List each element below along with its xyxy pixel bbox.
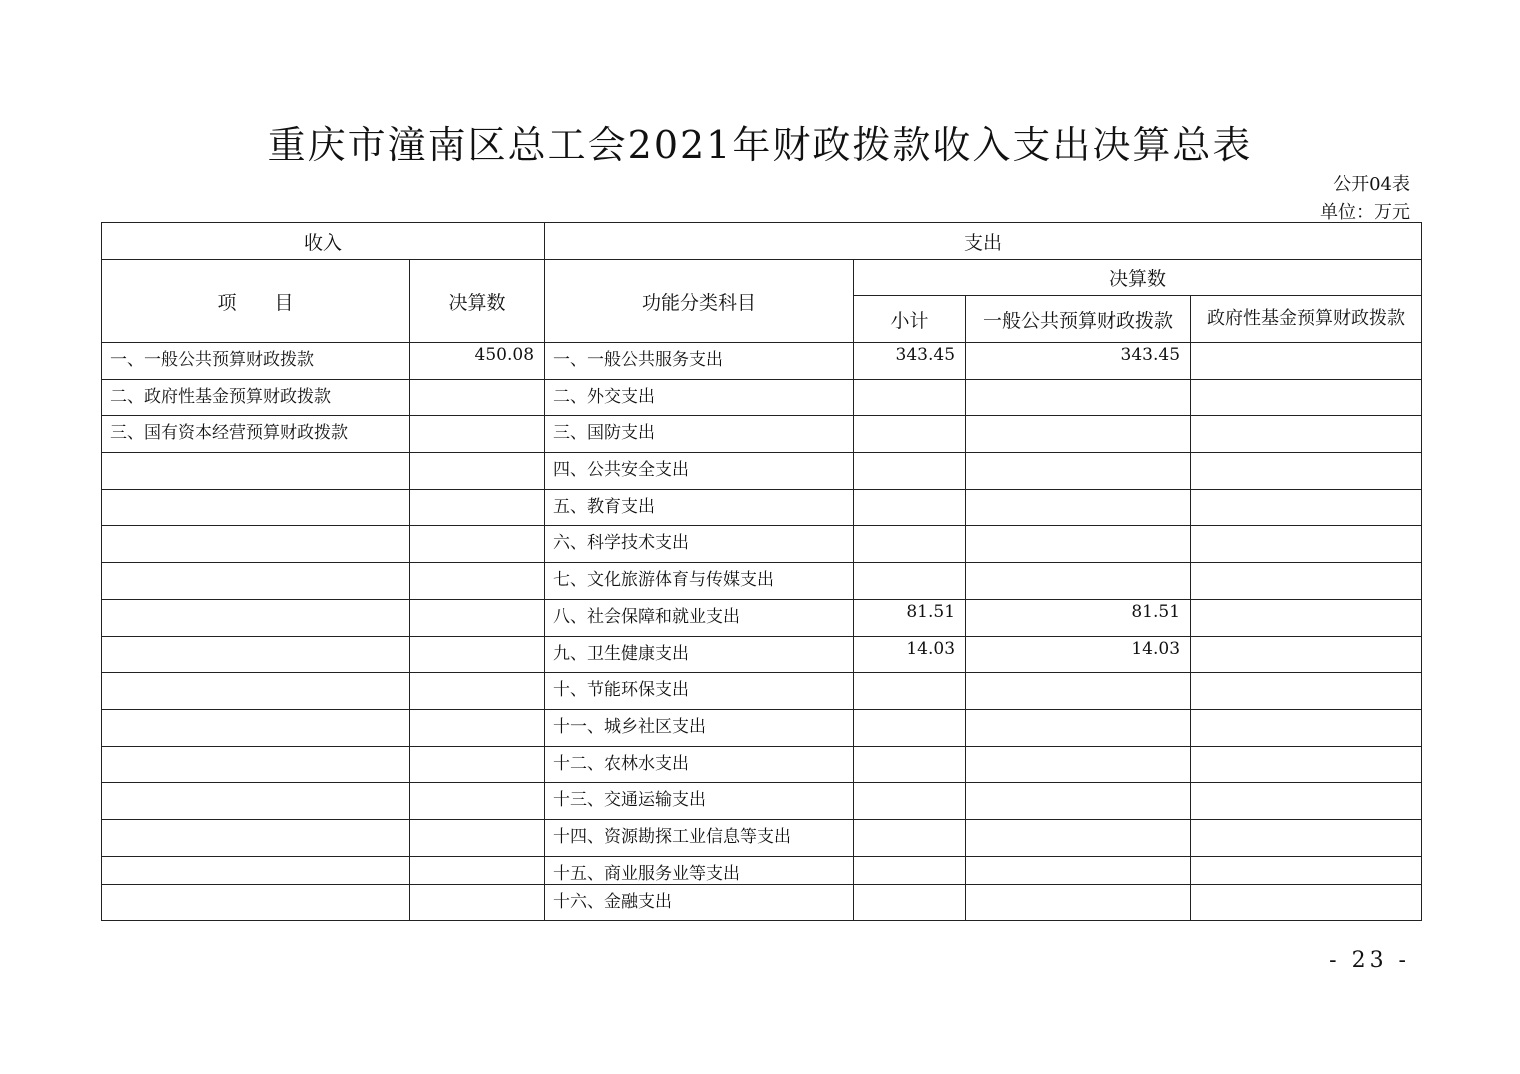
income-item-cell [102,489,410,526]
expense-item-cell: 二、外交支出 [545,379,854,416]
income-amount-cell [410,783,545,820]
income-amount-cell [410,636,545,673]
general-budget-cell: 14.03 [966,636,1191,673]
subtotal-cell [854,819,966,856]
income-item-cell [102,673,410,710]
general-budget-cell [966,416,1191,453]
income-item-cell: 三、国有资本经营预算财政拨款 [102,416,410,453]
subtotal-cell [854,526,966,563]
expense-item-cell: 十六、金融支出 [545,884,854,921]
fund-budget-cell [1191,709,1422,746]
income-amount-cell [410,856,545,884]
subtotal-cell [854,379,966,416]
subtotal-cell: 343.45 [854,343,966,380]
income-amount-cell [410,673,545,710]
income-item-cell [102,709,410,746]
expense-item-cell: 十四、资源勘探工业信息等支出 [545,819,854,856]
subtotal-cell [854,563,966,600]
fund-budget-cell [1191,379,1422,416]
general-budget-cell [966,526,1191,563]
table-row [102,783,1422,820]
expense-item-cell: 十三、交通运输支出 [545,783,854,820]
subtotal-cell [854,709,966,746]
table-row [102,416,1422,453]
general-budget-cell [966,563,1191,600]
general-budget-cell [966,379,1191,416]
fund-budget-cell [1191,453,1422,490]
table-row [102,453,1422,490]
expense-item-cell: 五、教育支出 [545,489,854,526]
general-budget-cell: 81.51 [966,599,1191,636]
income-amount-cell [410,819,545,856]
fund-budget-cell [1191,856,1422,884]
table-row [102,343,1422,380]
income-item-cell [102,856,410,884]
table-row [102,746,1422,783]
income-item-cell [102,884,410,921]
expense-header: 支出 [545,223,1422,260]
fund-budget-cell [1191,819,1422,856]
general-budget-cell [966,746,1191,783]
function-subject-header: 功能分类科目 [545,260,854,343]
general-budget-cell [966,783,1191,820]
income-item-cell [102,599,410,636]
income-amount-cell [410,599,545,636]
expense-item-cell: 三、国防支出 [545,416,854,453]
table-row [102,636,1422,673]
fund-budget-cell [1191,783,1422,820]
subtotal-cell [854,856,966,884]
expense-item-cell: 十、节能环保支出 [545,673,854,710]
expense-item-cell: 四、公共安全支出 [545,453,854,490]
fund-budget-cell [1191,526,1422,563]
general-budget-cell [966,489,1191,526]
income-amount-cell [410,563,545,600]
expense-item-cell: 十一、城乡社区支出 [545,709,854,746]
fund-budget-cell [1191,673,1422,710]
page-number: - 23 - [1329,948,1410,973]
income-amount-cell [410,416,545,453]
income-item-cell [102,746,410,783]
table-row [102,489,1422,526]
unit-label: 单位：万元 [1320,202,1410,223]
fund-budget-cell [1191,636,1422,673]
table-row [102,379,1422,416]
subtotal-cell: 81.51 [854,599,966,636]
subtotal-header: 小计 [854,296,966,343]
income-amount-cell [410,709,545,746]
expense-item-cell: 六、科学技术支出 [545,526,854,563]
general-budget-cell: 343.45 [966,343,1191,380]
income-item-cell: 一、一般公共预算财政拨款 [102,343,410,380]
income-item-cell [102,783,410,820]
general-budget-cell [966,709,1191,746]
table-row [102,563,1422,600]
fund-budget-cell [1191,599,1422,636]
fund-budget-cell [1191,343,1422,380]
income-amount-cell [410,489,545,526]
general-budget-cell [966,884,1191,921]
income-amount-cell [410,379,545,416]
subtotal-cell: 14.03 [854,636,966,673]
income-item-cell [102,526,410,563]
income-amount-cell [410,453,545,490]
general-budget-cell [966,856,1191,884]
income-item-cell [102,819,410,856]
fund-budget-cell [1191,416,1422,453]
income-item-cell [102,453,410,490]
expense-amount-header: 决算数 [854,260,1422,296]
income-item-cell: 二、政府性基金预算财政拨款 [102,379,410,416]
general-budget-cell [966,819,1191,856]
subtotal-cell [854,673,966,710]
expense-item-cell: 七、文化旅游体育与传媒支出 [545,563,854,600]
table-row [102,884,1422,921]
subtotal-cell [854,416,966,453]
fund-budget-cell [1191,884,1422,921]
table-row [102,673,1422,710]
subtotal-cell [854,884,966,921]
income-amount-cell [410,526,545,563]
general-budget-cell [966,673,1191,710]
expense-item-cell: 十二、农林水支出 [545,746,854,783]
table-row [102,856,1422,884]
fund-budget-cell [1191,489,1422,526]
fund-budget-cell [1191,563,1422,600]
general-budget-header: 一般公共预算财政拨款 [966,296,1191,343]
subtotal-cell [854,489,966,526]
income-amount-cell [410,746,545,783]
income-amount-cell [410,884,545,921]
expense-item-cell: 九、卫生健康支出 [545,636,854,673]
expense-item-cell: 八、社会保障和就业支出 [545,599,854,636]
income-item-cell [102,636,410,673]
subtotal-cell [854,783,966,820]
general-budget-cell [966,453,1191,490]
income-amount-cell: 450.08 [410,343,545,380]
page-title: 重庆市潼南区总工会2021年财政拨款收入支出决算总表 [267,123,1253,167]
table-row [102,709,1422,746]
table-row [102,819,1422,856]
table-row [102,599,1422,636]
income-item-cell [102,563,410,600]
expense-item-cell: 一、一般公共服务支出 [545,343,854,380]
item-header: 项 目 [102,260,410,343]
income-amount-header: 决算数 [410,260,545,343]
budget-table [101,222,1422,921]
income-header: 收入 [102,223,545,260]
subtotal-cell [854,746,966,783]
table-row [102,526,1422,563]
fund-budget-cell [1191,746,1422,783]
subtotal-cell [854,453,966,490]
table-code: 公开04表 [1333,174,1410,195]
fund-budget-header: 政府性基金预算财政拨款 [1191,296,1422,343]
expense-item-cell: 十五、商业服务业等支出 [545,856,854,884]
